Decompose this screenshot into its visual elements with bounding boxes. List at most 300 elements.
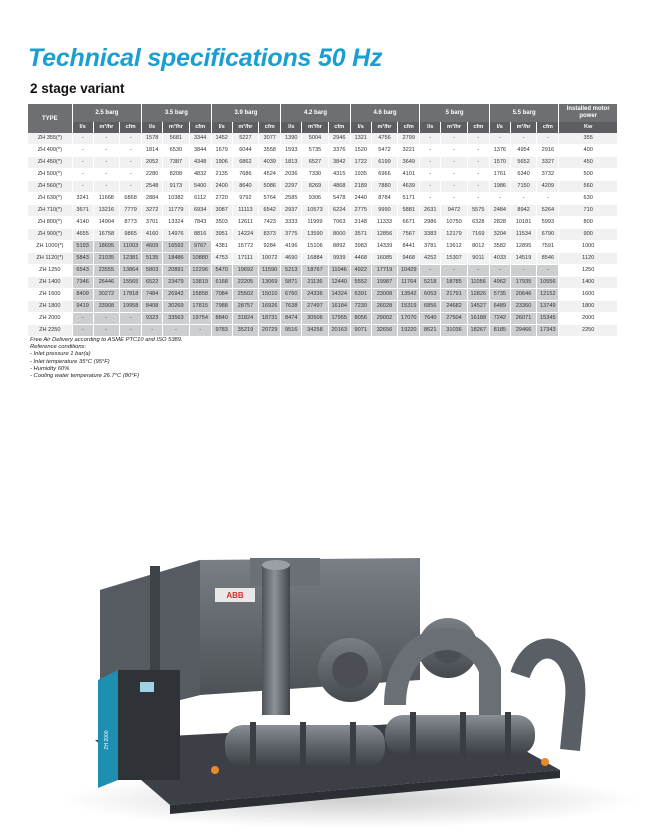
value-cell: 26028 (371, 301, 397, 313)
value-cell: 2986 (420, 217, 441, 229)
unit-header: l/s (72, 122, 93, 133)
value-cell: 7591 (537, 241, 559, 253)
value-cell: 1520 (350, 145, 371, 157)
value-cell: 9792 (232, 193, 258, 205)
value-cell: 7686 (232, 169, 258, 181)
model-type-cell: ZH 450(*) (28, 157, 72, 169)
value-cell: 16592 (163, 241, 189, 253)
value-cell: - (489, 265, 510, 277)
value-cell: 6530 (163, 145, 189, 157)
value-cell: - (467, 169, 489, 181)
pressure-group-header: 5 barg (420, 104, 490, 122)
valve-icon (541, 758, 549, 766)
value-cell: 19987 (371, 277, 397, 289)
unit-header: cfm (537, 122, 559, 133)
value-cell: 20163 (328, 325, 350, 337)
value-cell: 1321 (350, 133, 371, 145)
valve-icon (211, 766, 219, 774)
value-cell: 5881 (398, 205, 420, 217)
power-cell: 1800 (559, 301, 618, 313)
value-cell: 5264 (537, 205, 559, 217)
value-cell: 3221 (398, 145, 420, 157)
type-header: TYPE (28, 104, 72, 133)
value-cell: 17818 (120, 289, 142, 301)
value-cell: 5735 (302, 145, 328, 157)
value-cell: 21035 (93, 253, 119, 265)
value-cell: 15106 (302, 241, 328, 253)
value-cell: 14527 (467, 301, 489, 313)
value-cell: 1935 (350, 169, 371, 181)
value-cell: 8474 (281, 313, 302, 325)
value-cell: 10429 (398, 265, 420, 277)
value-cell: - (420, 133, 441, 145)
table-row (28, 253, 618, 265)
value-cell: 5478 (328, 193, 350, 205)
value-cell: - (420, 157, 441, 169)
unit-header: m³/hr (371, 122, 397, 133)
value-cell: - (420, 265, 441, 277)
value-cell: 32656 (371, 325, 397, 337)
value-cell: 13590 (302, 229, 328, 241)
value-cell: 30272 (93, 289, 119, 301)
value-cell: 11003 (120, 241, 142, 253)
value-cell: 9071 (350, 325, 371, 337)
value-cell: - (420, 193, 441, 205)
value-cell: 4348 (189, 157, 211, 169)
value-cell: 5135 (142, 253, 163, 265)
power-cell: 1120 (559, 253, 618, 265)
value-cell: 3844 (189, 145, 211, 157)
value-cell: - (467, 193, 489, 205)
pressure-group-header: 2.5 barg (72, 104, 142, 122)
value-cell: 9419 (72, 301, 93, 313)
page-title: Technical specifications 50 Hz (28, 44, 383, 72)
value-cell: 5871 (281, 277, 302, 289)
value-cell: 31036 (441, 325, 467, 337)
value-cell: - (120, 157, 142, 169)
value-cell: 3087 (211, 205, 232, 217)
value-cell: - (72, 145, 93, 157)
value-cell: 3701 (142, 217, 163, 229)
value-cell: 10750 (441, 217, 467, 229)
value-cell: 10181 (510, 217, 536, 229)
value-cell: 8546 (537, 253, 559, 265)
value-cell: - (441, 181, 467, 193)
value-cell: 8408 (142, 301, 163, 313)
unit-header: m³/hr (232, 122, 258, 133)
value-cell: 9323 (142, 313, 163, 325)
value-cell: 3951 (211, 229, 232, 241)
value-cell: 2828 (489, 217, 510, 229)
value-cell: 7330 (302, 169, 328, 181)
brand-label: ABB (226, 591, 244, 600)
value-cell: 5652 (510, 157, 536, 169)
value-cell: 2884 (142, 193, 163, 205)
unit-header: l/s (142, 122, 163, 133)
value-cell: 16184 (328, 301, 350, 313)
value-cell: 4033 (489, 253, 510, 265)
value-cell: 2585 (281, 193, 302, 205)
value-cell: 1376 (489, 145, 510, 157)
value-cell: 2052 (142, 157, 163, 169)
value-cell: 7484 (142, 289, 163, 301)
value-cell: 30269 (163, 301, 189, 313)
model-type-cell: ZH 1400 (28, 277, 72, 289)
value-cell: 3582 (489, 241, 510, 253)
value-cell: 10880 (189, 253, 211, 265)
value-cell: 1570 (489, 157, 510, 169)
model-type-cell: ZH 500(*) (28, 169, 72, 181)
value-cell: 8056 (350, 313, 371, 325)
power-cell: 1000 (559, 241, 618, 253)
value-cell: 8840 (211, 313, 232, 325)
value-cell: 3272 (142, 205, 163, 217)
value-cell: - (72, 133, 93, 145)
value-cell: 7084 (211, 289, 232, 301)
value-cell: 11764 (398, 277, 420, 289)
model-type-cell: ZH 560(*) (28, 181, 72, 193)
reference-notes (30, 337, 183, 380)
pressure-group-header: 3.5 barg (142, 104, 212, 122)
value-cell: - (420, 145, 441, 157)
value-cell: 2799 (398, 133, 420, 145)
value-cell: - (441, 169, 467, 181)
value-cell: 4209 (537, 181, 559, 193)
value-cell: 15307 (441, 253, 467, 265)
value-cell: 1761 (489, 169, 510, 181)
value-cell: 17070 (398, 313, 420, 325)
notes-item: - Inlet pressure 1 bar(a) (30, 351, 91, 358)
value-cell: 5171 (398, 193, 420, 205)
value-cell: 8185 (489, 325, 510, 337)
value-cell: - (537, 193, 559, 205)
value-cell: 10382 (163, 193, 189, 205)
value-cell: 23479 (163, 277, 189, 289)
model-type-cell: ZH 1250 (28, 265, 72, 277)
value-cell: 3241 (72, 193, 93, 205)
unit-header: l/s (489, 122, 510, 133)
value-cell: 4868 (328, 181, 350, 193)
table-row (28, 157, 618, 169)
unit-header: cfm (328, 122, 350, 133)
value-cell: 8784 (371, 193, 397, 205)
value-cell: - (467, 265, 489, 277)
value-cell: 7638 (281, 301, 302, 313)
value-cell: - (441, 265, 467, 277)
value-cell: 6199 (371, 157, 397, 169)
value-cell: 10072 (259, 253, 281, 265)
table-row (28, 205, 618, 217)
value-cell: 31824 (232, 313, 258, 325)
value-cell: 3077 (259, 133, 281, 145)
value-cell: 3204 (489, 229, 510, 241)
value-cell: 20646 (510, 289, 536, 301)
value-cell: 18486 (163, 253, 189, 265)
value-cell: 11113 (232, 205, 258, 217)
table-body (28, 133, 618, 337)
value-cell: 6671 (398, 217, 420, 229)
power-cell: 2250 (559, 325, 618, 337)
value-cell: 25502 (232, 289, 258, 301)
value-cell: 4954 (510, 145, 536, 157)
value-cell: 3732 (537, 169, 559, 181)
value-cell: 4922 (350, 265, 371, 277)
value-cell: 33563 (163, 313, 189, 325)
value-cell: 17955 (328, 313, 350, 325)
value-cell: 15319 (398, 301, 420, 313)
value-cell: - (72, 313, 93, 325)
value-cell: 18695 (93, 241, 119, 253)
value-cell: 5575 (467, 205, 489, 217)
power-cell: 450 (559, 157, 618, 169)
power-cell: 900 (559, 229, 618, 241)
value-cell: 8208 (163, 169, 189, 181)
table-row (28, 229, 618, 241)
value-cell: 18785 (441, 277, 467, 289)
power-cell: 560 (559, 181, 618, 193)
value-cell: 7423 (259, 217, 281, 229)
power-cell: 2000 (559, 313, 618, 325)
value-cell: 17719 (371, 265, 397, 277)
value-cell: 24682 (441, 301, 467, 313)
value-cell: 8441 (398, 241, 420, 253)
value-cell: 2440 (350, 193, 371, 205)
unit-header: cfm (189, 122, 211, 133)
value-cell: 5681 (163, 133, 189, 145)
value-cell: 6489 (489, 301, 510, 313)
intake-pipe (262, 565, 290, 715)
value-cell: 11590 (259, 265, 281, 277)
value-cell: 7640 (420, 313, 441, 325)
cabinet-label: ZH 2000 (104, 730, 110, 750)
value-cell: 6543 (72, 265, 93, 277)
value-cell: 21791 (441, 289, 467, 301)
unit-header: cfm (398, 122, 420, 133)
table-row (28, 277, 618, 289)
value-cell: 8373 (259, 229, 281, 241)
value-cell: 2297 (281, 181, 302, 193)
value-cell: 6966 (371, 169, 397, 181)
value-cell: 5004 (302, 133, 328, 145)
value-cell: 4468 (350, 253, 371, 265)
value-cell: 14224 (232, 229, 258, 241)
value-cell: 22205 (232, 277, 258, 289)
value-cell: 5843 (72, 253, 93, 265)
value-cell: 6112 (189, 193, 211, 205)
value-cell: 30506 (302, 313, 328, 325)
value-cell: - (163, 325, 189, 337)
unit-header: m³/hr (163, 122, 189, 133)
value-cell: 8640 (232, 181, 258, 193)
value-cell: 7387 (163, 157, 189, 169)
table-row (28, 241, 618, 253)
value-cell: 4140 (72, 217, 93, 229)
value-cell: 3781 (420, 241, 441, 253)
value-cell: 5086 (259, 181, 281, 193)
value-cell: 20729 (259, 325, 281, 337)
value-cell: 16188 (467, 313, 489, 325)
value-cell: 8012 (467, 241, 489, 253)
power-cell: 1250 (559, 265, 618, 277)
value-cell: 19754 (189, 313, 211, 325)
model-type-cell: ZH 1120(*) (28, 253, 72, 265)
value-cell: - (93, 181, 119, 193)
value-cell: 12611 (232, 217, 258, 229)
value-cell: 6168 (211, 277, 232, 289)
power-unit-header: Kw (559, 122, 618, 133)
unit-header: l/s (420, 122, 441, 133)
value-cell: 15010 (259, 289, 281, 301)
value-cell: 8409 (72, 289, 93, 301)
value-cell: 9990 (371, 205, 397, 217)
value-cell: - (441, 133, 467, 145)
value-cell: 9865 (120, 229, 142, 241)
value-cell: 6044 (232, 145, 258, 157)
value-cell: 5227 (232, 133, 258, 145)
value-cell: - (120, 181, 142, 193)
value-cell: 17111 (232, 253, 258, 265)
value-cell: 14976 (163, 229, 189, 241)
value-cell: 2135 (211, 169, 232, 181)
value-cell: 7230 (350, 301, 371, 313)
value-cell: 2916 (537, 145, 559, 157)
notes-item: - Inlet temperature 35°C (95°F) (30, 358, 110, 365)
value-cell: 5552 (350, 277, 371, 289)
value-cell: 4101 (398, 169, 420, 181)
value-cell: 27497 (302, 301, 328, 313)
value-cell: 17815 (189, 301, 211, 313)
value-cell: 6542 (259, 205, 281, 217)
value-cell: 23555 (93, 265, 119, 277)
value-cell: 23008 (371, 289, 397, 301)
unit-header: cfm (467, 122, 489, 133)
unit-header: l/s (281, 122, 302, 133)
model-type-cell: ZH 2000 (28, 313, 72, 325)
value-cell: 1906 (211, 157, 232, 169)
value-cell: 3344 (189, 133, 211, 145)
value-cell: - (510, 133, 536, 145)
value-cell: - (93, 325, 119, 337)
pressure-group-header: 4.6 barg (350, 104, 420, 122)
pressure-group-header: 3.9 barg (211, 104, 281, 122)
value-cell: 1578 (142, 133, 163, 145)
table-units-row (28, 122, 618, 133)
value-cell: 5472 (371, 145, 397, 157)
value-cell: - (537, 265, 559, 277)
value-cell: 8000 (328, 229, 350, 241)
value-cell: 8892 (328, 241, 350, 253)
value-cell: 26071 (510, 313, 536, 325)
table-row (28, 265, 618, 277)
value-cell: 34258 (302, 325, 328, 337)
value-cell: 4039 (259, 157, 281, 169)
value-cell: 2720 (211, 193, 232, 205)
model-type-cell: ZH 400(*) (28, 145, 72, 157)
value-cell: - (467, 157, 489, 169)
table-row (28, 169, 618, 181)
value-cell: 6224 (328, 205, 350, 217)
value-cell: 4753 (211, 253, 232, 265)
value-cell: 23360 (510, 301, 536, 313)
value-cell: 9306 (302, 193, 328, 205)
value-cell: 7169 (467, 229, 489, 241)
value-cell: 5735 (489, 289, 510, 301)
value-cell: - (93, 169, 119, 181)
value-cell: 28757 (232, 301, 258, 313)
value-cell: 9173 (163, 181, 189, 193)
value-cell: 12856 (371, 229, 397, 241)
value-cell: - (120, 145, 142, 157)
cabinet-door (98, 670, 118, 788)
value-cell: - (93, 133, 119, 145)
value-cell: 6760 (281, 289, 302, 301)
value-cell: 9468 (398, 253, 420, 265)
value-cell: 24336 (302, 289, 328, 301)
power-cell: 400 (559, 145, 618, 157)
value-cell: 8621 (420, 325, 441, 337)
value-cell: 14324 (328, 289, 350, 301)
value-cell: 3558 (259, 145, 281, 157)
value-cell: 5193 (72, 241, 93, 253)
value-cell: 3983 (350, 241, 371, 253)
value-cell: 16085 (371, 253, 397, 265)
value-cell: 2400 (211, 181, 232, 193)
value-cell: 16926 (259, 301, 281, 313)
value-cell: 3842 (328, 157, 350, 169)
value-cell: - (510, 193, 536, 205)
value-cell: 13324 (163, 217, 189, 229)
value-cell: 4160 (142, 229, 163, 241)
value-cell: 10573 (302, 205, 328, 217)
model-type-cell: ZH 800(*) (28, 217, 72, 229)
value-cell: 3333 (281, 217, 302, 229)
value-cell: 13542 (398, 289, 420, 301)
value-cell: 3376 (328, 145, 350, 157)
value-cell: 5470 (211, 265, 232, 277)
value-cell: 5218 (420, 277, 441, 289)
notes-line: Free Air Delivery according to ASME PTC10 and ISO 5389. (30, 337, 183, 343)
pressure-group-header: 5.5 barg (489, 104, 559, 122)
value-cell: 8269 (302, 181, 328, 193)
value-cell: 20891 (163, 265, 189, 277)
value-cell: 11534 (510, 229, 536, 241)
value-cell: - (441, 193, 467, 205)
value-cell: 1390 (281, 133, 302, 145)
value-cell: 6053 (420, 289, 441, 301)
value-cell: 1452 (211, 133, 232, 145)
value-cell: - (489, 193, 510, 205)
value-cell: 1986 (489, 181, 510, 193)
value-cell: - (120, 133, 142, 145)
value-cell: 2548 (142, 181, 163, 193)
value-cell: - (189, 325, 211, 337)
value-cell: 5803 (142, 265, 163, 277)
unit-header: m³/hr (302, 122, 328, 133)
model-type-cell: ZH 1000(*) (28, 241, 72, 253)
unit-header: cfm (259, 122, 281, 133)
value-cell: 29002 (371, 313, 397, 325)
value-cell: 11779 (163, 205, 189, 217)
value-cell: - (72, 325, 93, 337)
value-cell: 19958 (120, 301, 142, 313)
value-cell: 21136 (302, 277, 328, 289)
model-type-cell: ZH 355(*) (28, 133, 72, 145)
value-cell: 2946 (328, 133, 350, 145)
power-cell: 1600 (559, 289, 618, 301)
value-cell: 6790 (537, 229, 559, 241)
model-type-cell: ZH 630(*) (28, 193, 72, 205)
value-cell: 7242 (489, 313, 510, 325)
